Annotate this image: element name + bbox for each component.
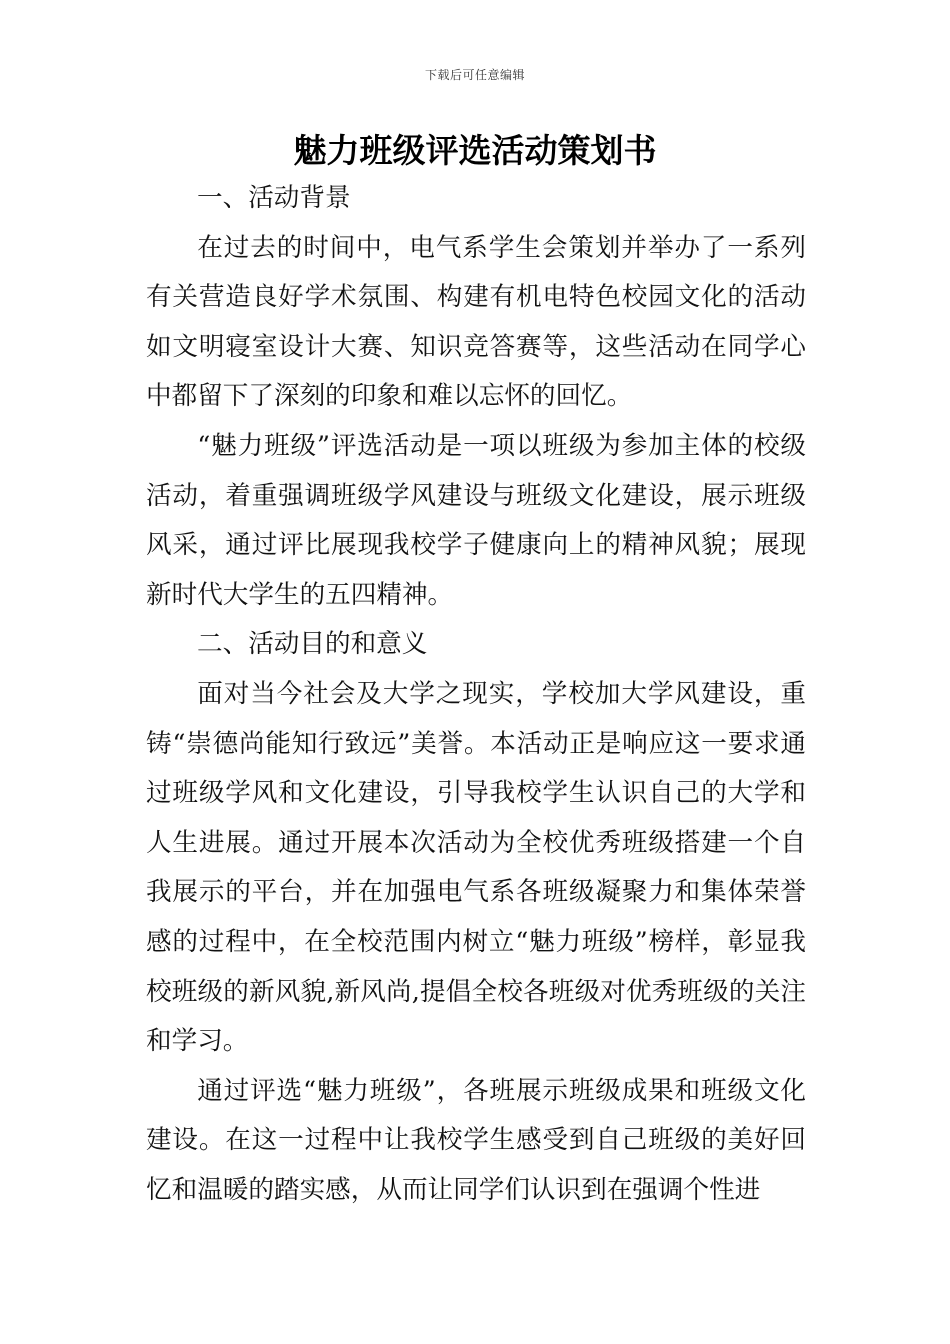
document-title: 魅力班级评选活动策划书 (293, 131, 657, 170)
paragraph: 在过去的时间中，电气系学生会策划并举办了一系列有关营造良好学术氛围、构建有机电特色校园文化的活动如文明寝室设计大赛、知识竞答赛等，这些活动在同学心中都留下了深刻的印象和难以忘怀的回忆。 (146, 232, 806, 412)
header-note: 下载后可任意编辑 (424, 68, 525, 82)
paragraph: 通过评选“魅力班级”，各班展示班级成果和班级文化建设。在这一过程中让我校学生感受到自己班级的美好回忆和温暖的踏实感，从而让同学们认识到在强调个性进 (146, 1075, 806, 1205)
section-heading-background: 一、活动背景 (197, 183, 351, 213)
document-body (146, 174, 806, 1215)
section-heading-purpose: 二、活动目的和意义 (197, 629, 428, 660)
paragraph: 面对当今社会及大学之现实，学校加大学风建设，重铸“崇德尚能知行致远”美誉。本活动正是响应这一要求通过班级学风和文化建设，引导我校学生认识自己的大学和人生进展。通过开展本次活动为全校优秀班级搭建一个自我展示的平台，并在加强电气系各班级凝聚力和集体荣誉感的过程中，在全校范围内树立“魅力班级”榜样，彰显我校班级的新风貌,新风尚,提倡全校各班级对优秀班级的关注和学习。 (146, 678, 806, 1057)
paragraph: “魅力班级”评选活动是一项以班级为参加主体的校级活动，着重强调班级学风建设与班级文化建设，展示班级风采，通过评比展现我校学子健康向上的精神风貌；展现新时代大学生的五四精神。 (146, 430, 806, 610)
